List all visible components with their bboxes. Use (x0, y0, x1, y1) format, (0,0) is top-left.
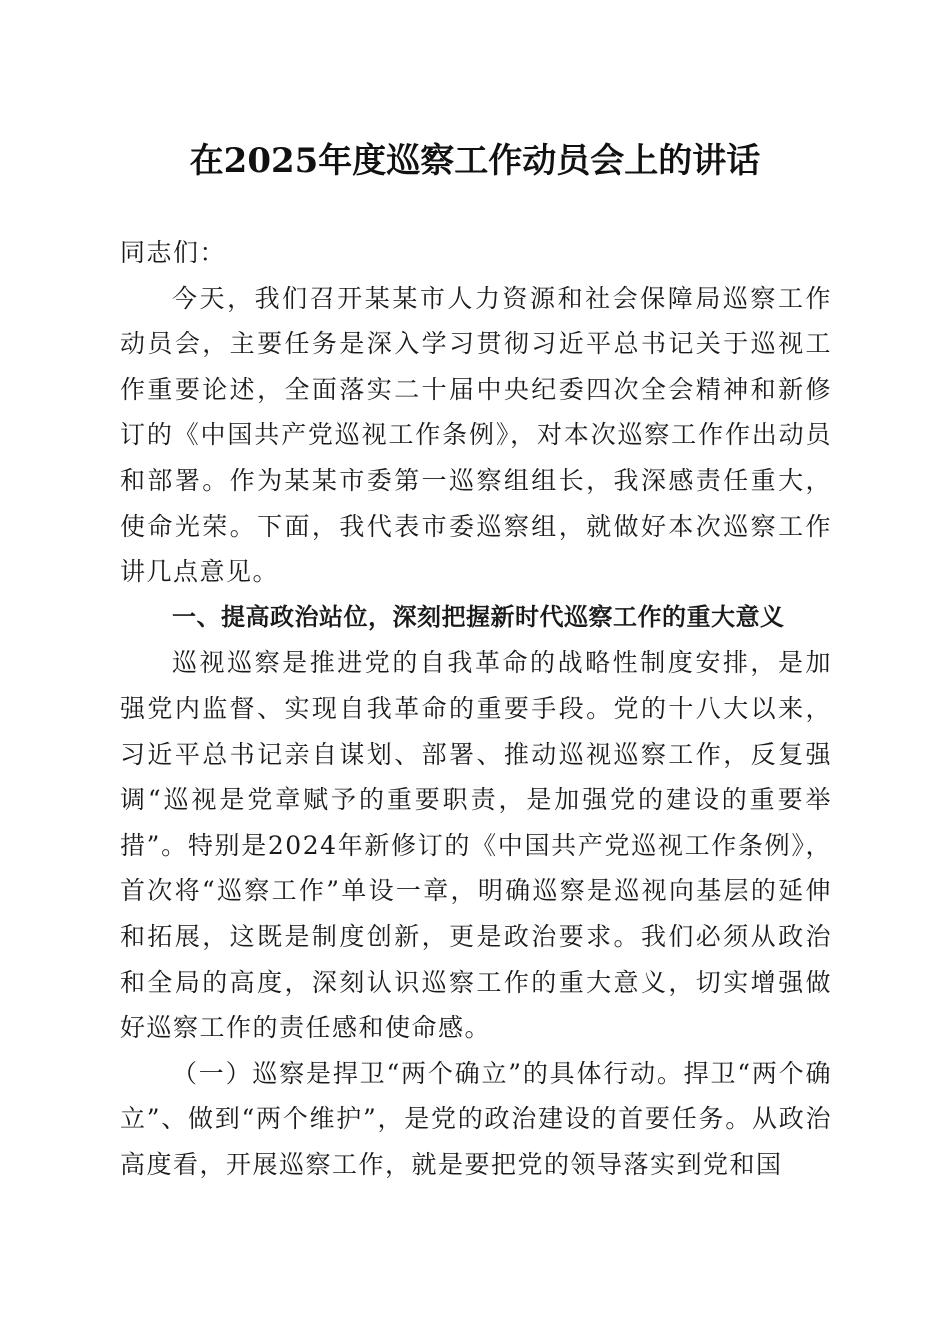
salutation: 同志们： (120, 238, 227, 267)
intro-paragraph: 今天，我们召开某某市人力资源和社会保障局巡察工作动员会，主要任务是深入学习贯彻习近平总书记关于巡视工作重要论述，全面落实二十届中央纪委四次全会精神和新修订的《中国共产党巡视工作条例》，对本次巡察工作作出动员和部署。作为某某市委第一巡察组组长，我深感责任重大，使命光荣。下面，我代表市委巡察组，就做好本次巡察工作讲几点意见。 (120, 283, 832, 587)
section-1-paragraph: 巡视巡察是推进党的自我革命的战略性制度安排，是加强党内监督、实现自我革命的重要手段。党的十八大以来，习近平总书记亲自谋划、部署、推动巡视巡察工作，反复强调“巡视是党章赋予的重要职责，是加强党的建设的重要举措”。特别是2024年新修订的《中国共产党巡视工作条例》，首次将“巡察工作”单设一章，明确巡察是巡视向基层的延伸和拓展，这既是制度创新，更是政治要求。我们必须从政治和全局的高度，深刻认识巡察工作的重大意义，切实增强做好巡察工作的责任感和使命感。 (120, 648, 832, 1043)
subsection-1-paragraph: （一）巡察是捍卫“两个确立”的具体行动。捍卫“两个确立”、做到“两个维护”，是党的政治建设的首要任务。从政治高度看，开展巡察工作，就是要把党的领导落实到党和国 (120, 1058, 832, 1179)
document-title: 在2025年度巡察工作动员会上的讲话 (189, 141, 761, 181)
section-heading-1: 一、提高政治站位，深刻把握新时代巡察工作的重大意义 (172, 602, 785, 631)
document-body (120, 230, 832, 1187)
